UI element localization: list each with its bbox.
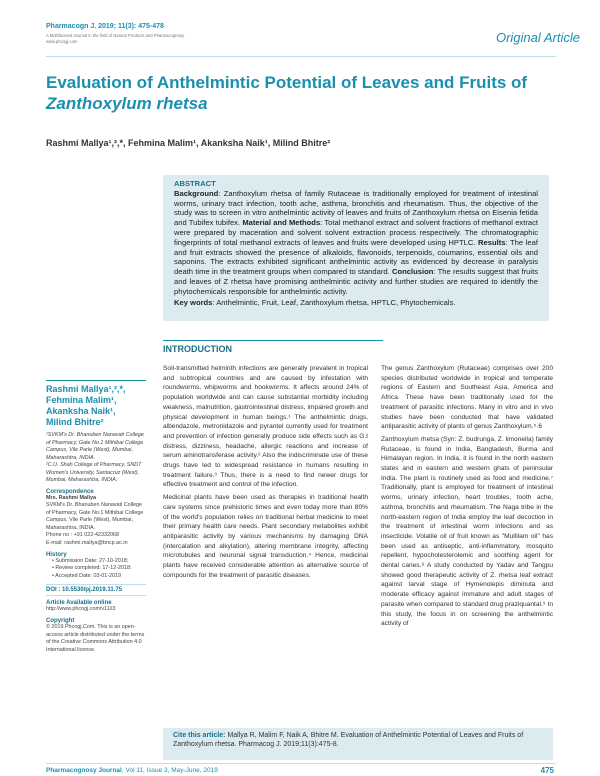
paragraph: Medicinal plants have been used as therapies in traditional health care systems since prehistoric times and even today more than 80% of the world's population relies on traditional herbal medicine to meet their primary health care needs. Plant secondary metabolites exhibit antiparasitic activity by various mechanisms by damaging DNA (intercalation and alkylation), altering membrane integrity, affecting microtubules and neuronal signal transduction.⁴ Hence, medicinal plants have received considerable attention as alternative source of compounds for the treatment of parasitic diseases. — [163, 494, 368, 579]
results-label: Results — [478, 237, 506, 247]
phone: Phone no : +91 022-42332068 — [46, 532, 119, 539]
footer-journal: Pharmacognosy Journal — [46, 767, 122, 774]
history-item: • Review completed: 17-12-2018; — [52, 565, 146, 573]
sidebar-author: Rashmi Mallya¹,²,*, — [46, 384, 126, 394]
history-heading: History — [46, 551, 67, 558]
footer-divider — [46, 763, 556, 764]
correspondence-block — [46, 495, 146, 548]
keywords-text: : Anthelmintic, Fruit, Leaf, Zanthoxylum rhetsa, HPTLC, Phytochemicals. — [212, 297, 456, 307]
background-text: : Zanthoxylum rhetsa of family Rutaceae is traditionally employed for treatment of intestinal worms, urinary tract infection, tooth ache, asthma, bronchitis and rheumatism. Thus, the objective of the study was to screen in vitro anthelmintic activity of leaves and fruits of Zanthoxylum rhetsa on Eisenia fetida and Tubifex tubifex. — [174, 188, 538, 228]
online-heading: Article Available online — [46, 600, 112, 607]
email[interactable]: E-mail: rashmi.mallya@bncp.ac.in — [46, 540, 128, 547]
page-number: 475 — [540, 766, 554, 775]
affiliations — [46, 432, 146, 485]
methods-text: : Total methanol extract and solvent fractions of methanol extract were prepared by maceration and solvent solvent extraction process respectively. The chromatographic fingerprints of total methanol extracts of leaves and fruits were developed using HPTLC. — [174, 218, 538, 247]
copyright-heading: Copyright — [46, 618, 75, 625]
abstract-box — [163, 175, 549, 321]
history-block — [46, 558, 146, 581]
citation-box — [163, 728, 553, 760]
journal-subtitle — [46, 33, 184, 45]
correspondence-address: SVKM's Dr. Bhanuben Nanavati College of Pharmacy, Gate No.1 Mithibai College Campus, Vile Parle (West), Mumbai, Maharashtra, INDIA. — [46, 502, 144, 531]
affiliation-2: ²C.U. Shah College of Pharmacy, SNDT Women's University, Santacruz (West), Mumbai, Maharashtra, INDIA. — [46, 462, 142, 483]
history-item: • Submission Date: 27-10-2018; — [52, 558, 146, 566]
copyright-text: © 2019 Phcogj.Com. This is an open-access article distributed under the terms of the Creative Commons Attribution 4.0 International license. — [46, 624, 145, 653]
paragraph: Zanthoxylum rhetsa (Syn: Z. budrunga, Z. limonella) family Rutaceae, is found in India, Bangladesh, Burma and Himalayan region. In India, it is found in the north eastern states and in eastern and western ghats of peninsular India. The plant is routinely used as food and medicine.⁷ Traditionally, plant is employed for treatment of intestinal worms, urinary infection, heart troubles, tooth ache, asthma, bronchitis and rheumatism. The Naga tribe in the north-eastern region of India employ the leaf decoction in the treatment of intestinal worm infections and as insecticide. Volatile oil of fruit known as "Mullilam oil" has been used as antiseptic, anti-inflammatory, mosquito repellent, hypocholesterolemic and soothing agent for dental caries.⁸ A study conducted by Yadav and Tangpu showed good therapeutic activity of Z. rhetsa leaf extract against larval stage of Hymenolepis diminuta and moderate efficacy against immature and adult stages of parasite when compared to standard drug praziquantal.⁹ In this study, the focus in on screening the anthelmintic activity of — [381, 435, 553, 628]
sidebar-author: Akanksha Naik¹, — [46, 406, 116, 416]
footer-issue: , Vol 11, Issue 3, May-June, 2019 — [121, 767, 218, 774]
methods-label: Material and Methods — [242, 218, 321, 228]
title-line-2: Zanthoxylum rhetsa — [46, 94, 208, 113]
keywords-label: Key words — [174, 297, 213, 307]
article-title — [46, 72, 546, 114]
paragraph: The genus Zanthoxylum (Rutaceae) comprises over 200 species distributed worldwide in tropical and temperate regions of Eastern and Southeast Asia, America and Africa. These have been traditionally used for the treatment of parasitic infections. Many in vitro and in vivo studies have been conducted that have validated antiparasitic activity of plants of genus Zanthoxylum.⁵˒6 — [381, 365, 553, 431]
history-item: • Accepted Date: 03-01-2019 — [52, 573, 146, 581]
abstract-body — [174, 189, 538, 308]
journal-tagline: A Multifaceted Journal in the field of Natural Products and Pharmacognosy — [46, 33, 185, 38]
results-text: : The leaf and fruit extracts showed the presence of alkaloids, flavonoids, terpenoids, coumarins, essential oils and saponins. The extracts exhibited significant anthelmintic activity as evidenced by decrease in paralysis death time in the treatment groups when compared to standard. — [174, 237, 538, 277]
body-column-2 — [381, 364, 553, 632]
sidebar-author: Milind Bhitre² — [46, 417, 104, 427]
conclusion-label: Conclusion — [392, 267, 434, 277]
journal-citation: Pharmacogn J. 2019; 11(3): 475-478 — [46, 23, 164, 30]
sidebar-author-names — [46, 380, 146, 428]
title-line-1: Evaluation of Anthelmintic Potential of Leaves and Fruits of — [46, 73, 528, 92]
online-url[interactable]: http://www.phcogj.com/v11/i3 — [46, 606, 116, 613]
author-sidebar — [46, 380, 146, 654]
keywords — [174, 298, 538, 308]
citation-text: Mallya R, Malim F, Naik A, Bhitre M. Evaluation of Anthelmintic Potential of Leaves and Fruits of Zanthoxylum rhetsa. Pharmacog J. 2019;11(3):475-8. — [173, 732, 524, 748]
affiliation-1: ¹SVKM's Dr. Bhanuben Nanavati College of Pharmacy, Gate No.1 Mithibai College Campus, Vile Parle (West), Mumbai, Maharashtra, INDIA. — [46, 432, 144, 461]
article-type: Original Article — [495, 30, 580, 45]
sidebar-author: Fehmina Malim¹, — [46, 395, 117, 405]
background-label: Background — [174, 188, 219, 198]
paragraph: Soil-transmitted helminth infections are generally prevalent in tropical and subtropical countries and are caused by infestation with roundworms, whipworms and hookworms. It affects around 24% of population worldwide and can cause substantial morbidity including weakness, malnutrition, gastrointestinal distress, impaired growth and physical development in human beings.¹ The anthelmintic drugs, albendazole, metronidazole and pyrantel currently used for treatment and prevention of infection generally produce side effects such as G.I distress, dizziness, headache, allergic reactions and increase of serum aminotransferase activity.² Also the indiscriminate use of these drugs have led to widespread resistance in humans resulting in treatment failure.³ Thus, there is a need to find newer drugs for effective treatment and control of the infection. — [163, 365, 368, 489]
introduction-heading: INTRODUCTION — [163, 340, 383, 354]
top-divider — [46, 56, 556, 57]
abstract-heading: ABSTRACT — [174, 179, 216, 188]
body-column-1 — [163, 364, 368, 583]
journal-website[interactable]: www.phcogj.com — [46, 39, 78, 44]
citation-label: Cite this article: — [173, 732, 226, 739]
doi[interactable]: DOI : 10.5530/pj.2019.11.75 — [46, 584, 146, 596]
correspondence-name: Mrs. Rashmi Mallya — [46, 494, 97, 501]
conclusion-text: : The results suggest that fruits and leaves of Z rhetsa have promising anthelmintic activity and further studies are required to identify the phytochemicals responsible for anthelmintic activity. — [174, 267, 538, 296]
footer — [46, 767, 218, 774]
author-list: Rashmi Mallya¹,²,*, Fehmina Malim¹, Akanksha Naik¹, Milind Bhitre² — [46, 138, 331, 148]
correspondence-heading: Correspondence — [46, 488, 94, 495]
